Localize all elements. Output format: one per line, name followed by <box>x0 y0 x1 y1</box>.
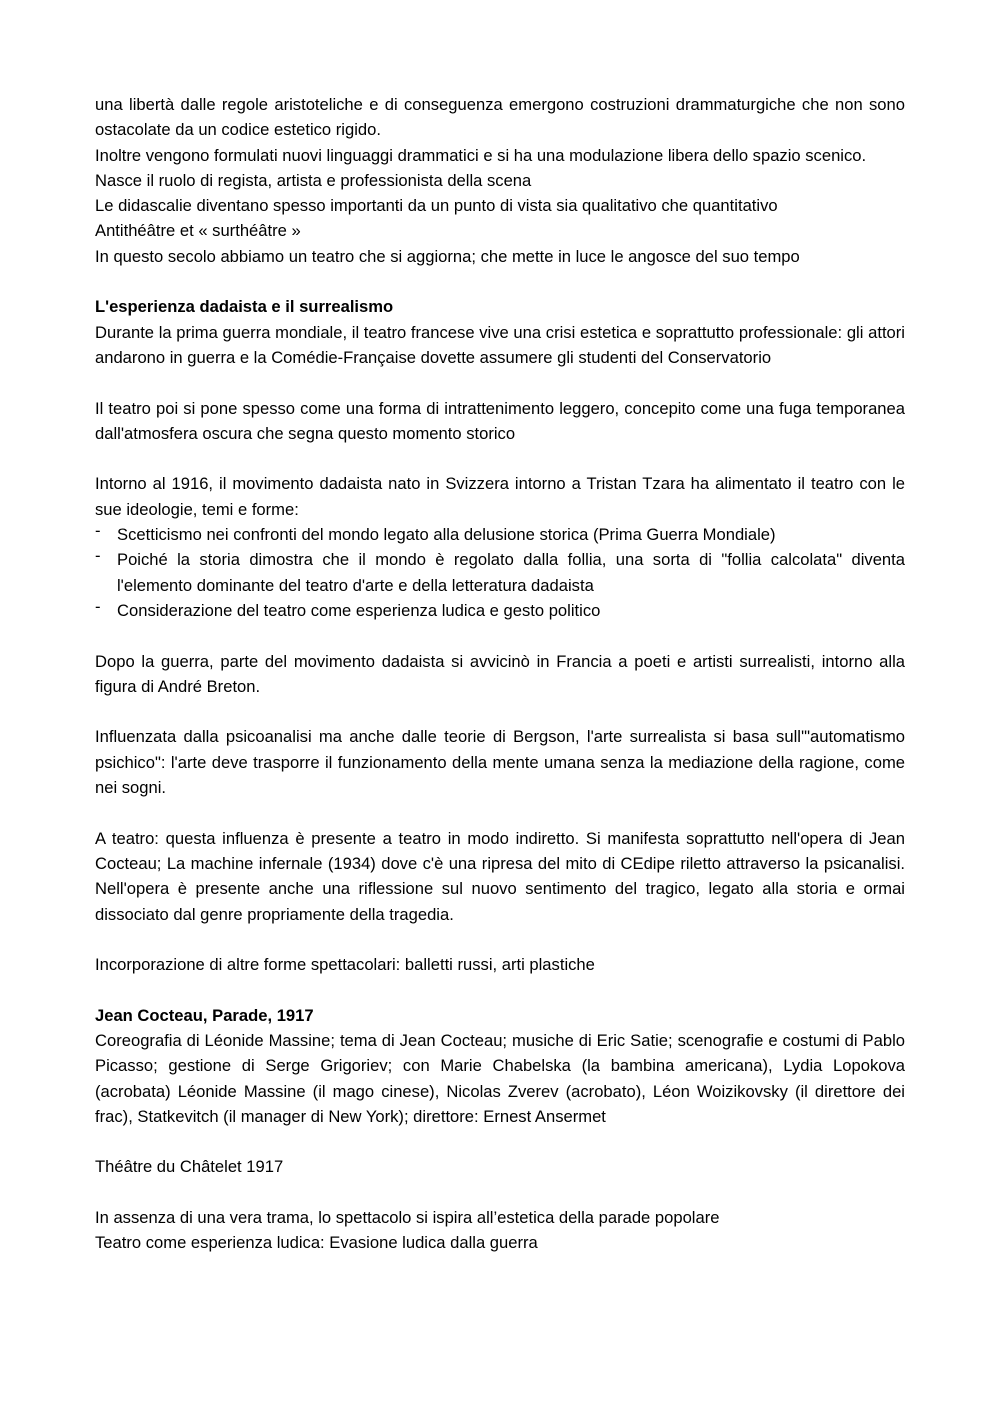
dash-bullet: - <box>95 521 101 541</box>
dash-bullet: - <box>95 546 101 566</box>
bullet-list <box>95 522 905 623</box>
paragraph: Dopo la guerra, parte del movimento dadaista si avvicinò in Francia a poeti e artisti surrealisti, intorno alla figura di André Breton. <box>95 651 905 696</box>
section-parade <box>95 1003 905 1256</box>
section-heading: L'esperienza dadaista e il surrealismo <box>95 297 394 317</box>
paragraph: Teatro come esperienza ludica: Evasione ludica dalla guerra <box>95 1233 538 1253</box>
spacer <box>95 927 905 952</box>
spacer <box>95 699 905 724</box>
paragraph: Coreografia di Léonide Massine; tema di Jean Cocteau; musiche di Eric Satie; scenografie e costumi di Pablo Picasso; gestione di Serge Grigoriev; con Marie Chabelska (la bambina americana), Lydia Lopokova (acrobata) Léonide Massine (il mago cinese), Nicolas Zverev (acrobato), Léon Woizikovsky (il direttore dei frac), Statkevitch (il manager di New York); direttore: Ernest Ansermet <box>95 1030 905 1126</box>
intro-line: Inoltre vengono formulati nuovi linguaggi drammatici e si ha una modulazione libera dello spazio scenico. <box>95 145 867 165</box>
list-item-text: Poiché la storia dimostra che il mondo è regolato dalla follia, una sorta di "follia calcolata" diventa l'elemento dominante del teatro d'arte e della letteratura dadaista <box>117 550 905 595</box>
spacer <box>95 1180 905 1205</box>
intro-line: Antithéâtre et « surthéâtre » <box>95 221 301 241</box>
spacer <box>95 446 905 471</box>
paragraph: Il teatro poi si pone spesso come una forma di intrattenimento leggero, concepito come una fuga temporanea dall'atmosfera oscura che segna questo momento storico <box>95 398 905 443</box>
document-page <box>95 92 905 1256</box>
paragraph: In assenza di una vera trama, lo spettacolo si ispira all’estetica della parade popolare <box>95 1208 720 1228</box>
paragraph: Durante la prima guerra mondiale, il teatro francese vive una crisi estetica e soprattutto professionale: gli attori andarono in guerra e la Comédie-Française dovette assumere gli studenti del Conservatorio <box>95 322 905 367</box>
intro-line: una libertà dalle regole aristoteliche e di conseguenza emergono costruzioni drammaturgiche che non sono ostacolate da un codice estetico rigido. <box>95 95 905 140</box>
intro-line: In questo secolo abbiamo un teatro che si aggiorna; che mette in luce le angosce del suo tempo <box>95 246 800 266</box>
list-item <box>95 598 905 623</box>
intro-block <box>95 92 905 269</box>
list-item <box>95 522 905 547</box>
intro-line: Le didascalie diventano spesso importanti da un punto di vista sia qualitativo che quantitativo <box>95 196 778 216</box>
spacer <box>95 1129 905 1154</box>
section-heading: Jean Cocteau, Parade, 1917 <box>95 1005 314 1025</box>
list-item-text: Scetticismo nei confronti del mondo legato alla delusione storica (Prima Guerra Mondiale) <box>117 525 776 545</box>
paragraph: Incorporazione di altre forme spettacolari: balletti russi, arti plastiche <box>95 955 595 975</box>
paragraph: Intorno al 1916, il movimento dadaista nato in Svizzera intorno a Tristan Tzara ha alimentato il teatro con le sue ideologie, temi e forme: <box>95 474 905 519</box>
spacer <box>95 977 905 1002</box>
dash-bullet: - <box>95 596 101 616</box>
paragraph: Théâtre du Châtelet 1917 <box>95 1157 284 1177</box>
spacer <box>95 370 905 395</box>
list-item <box>95 547 905 598</box>
spacer <box>95 623 905 648</box>
list-item-text: Considerazione del teatro come esperienza ludica e gesto politico <box>117 600 601 620</box>
section-dadaismo <box>95 294 905 977</box>
spacer <box>95 269 905 294</box>
paragraph: A teatro: questa influenza è presente a teatro in modo indiretto. Si manifesta soprattutto nell'opera di Jean Cocteau; La machine infernale (1934) dove c'è una ripresa del mito di CEdipe riletto attraverso la psicanalisi. Nell'opera è presente anche una riflessione sul nuovo sentimento del tragico, legato alla storia e ormai dissociato dal genre propriamente della tragedia. <box>95 828 905 924</box>
spacer <box>95 800 905 825</box>
intro-line: Nasce il ruolo di regista, artista e professionista della scena <box>95 170 532 190</box>
paragraph: Influenzata dalla psicoanalisi ma anche dalle teorie di Bergson, l'arte surrealista si basa sull'"automatismo psichico": l'arte deve trasporre il funzionamento della mente umana senza la mediazione della ragione, come nei sogni. <box>95 727 905 798</box>
